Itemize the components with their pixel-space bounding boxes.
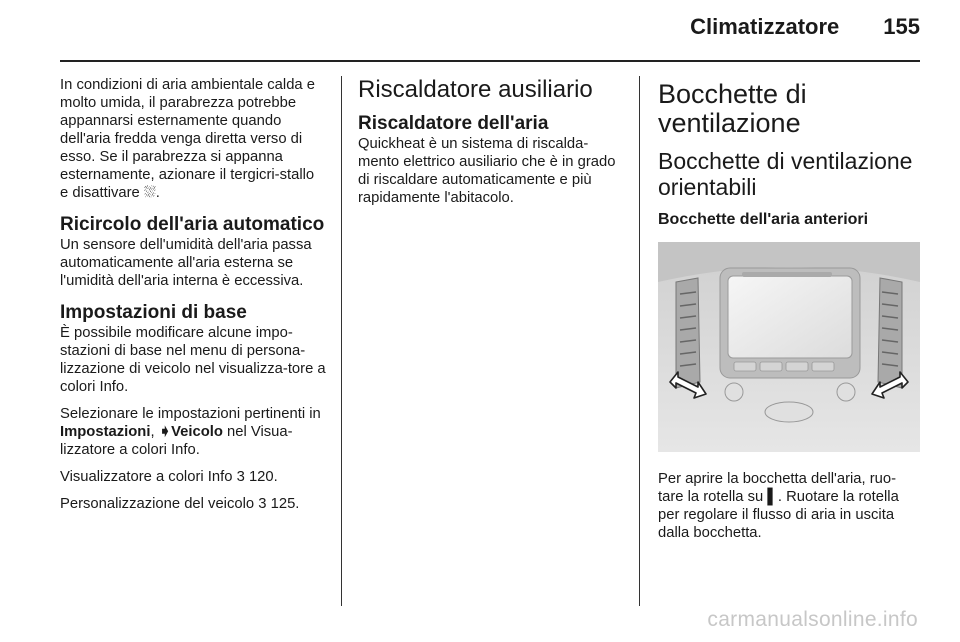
- paragraph-ricircolo: Un sensore dell'umidità dell'aria passa automaticamente all'aria esterna se l'umidità dell'aria interna è eccessiva.: [60, 237, 312, 289]
- paragraph-quickheat: Quickheat è un sistema di riscalda-mento elettrico ausiliario che è in grado di riscaldare automaticamente e più rapidamente l'abitacolo.: [358, 136, 616, 206]
- reference-line-2[interactable]: Personalizzazione del veicolo 3 125.: [60, 496, 300, 512]
- paragraph-fog: In condizioni di aria ambientale calda e molto umida, il parabrezza potrebbe appannarsi esternamente quando dell'aria fredda venga diretta verso di esso. Se il parabrezza si appanna esternamente, azionare il tergicri-stallo e disattivare ⛆.: [60, 77, 315, 201]
- page-header: [690, 14, 920, 40]
- dashboard-vents-illustration: [658, 242, 920, 452]
- heading-impostazioni: Impostazioni di base: [60, 302, 247, 323]
- column-divider-2: [639, 76, 640, 606]
- column-1: [60, 76, 326, 522]
- page-ref-arrow-icon: 3: [258, 496, 267, 512]
- paragraph-selezionare: Selezionare le impostazioni pertinenti in Impostazioni, ➧Veicolo nel Visua-lizzatore a colori Info.: [60, 406, 321, 458]
- heading-riscaldatore-ausiliario: Riscaldatore ausiliario: [358, 76, 593, 103]
- page-number: 155: [883, 14, 920, 39]
- paragraph-impostazioni: È possibile modificare alcune impo-stazioni di base nel menu di persona-lizzazione di veicolo nel visualizza-tore a colori Info.: [60, 325, 326, 395]
- column-2: [358, 76, 622, 216]
- open-position-icon: ▌: [767, 489, 778, 505]
- header-title: Climatizzatore: [690, 14, 840, 39]
- column-divider-1: [341, 76, 342, 606]
- watermark: carmanualsonline.info: [707, 608, 918, 631]
- paragraph-aprire-bocchetta: Per aprire la bocchetta dell'aria, ruo-tare la rotella su ▌. Ruotare la rotella per regolare il flusso di aria in uscita dalla bocchetta.: [658, 471, 899, 541]
- page-ref-arrow-icon: 3: [236, 469, 245, 485]
- header-rule: [60, 60, 920, 62]
- heading-bocchette-orientabili: Bocchette di ventilazione orientabili: [658, 148, 913, 200]
- windshield-wiper-icon: ⛆: [143, 185, 156, 201]
- reference-line-1[interactable]: Visualizzatore a colori Info 3 120.: [60, 469, 278, 485]
- dashboard-vents-drawing: [658, 242, 920, 452]
- heading-bocchette: Bocchette di ventilazione: [658, 79, 807, 138]
- heading-riscaldatore-aria: Riscaldatore dell'aria: [358, 113, 549, 134]
- heading-bocchette-anteriori: Bocchette dell'aria anteriori: [658, 211, 869, 228]
- column-3: [658, 76, 920, 551]
- arrow-icon: ➧: [158, 424, 172, 440]
- heading-ricircolo: Ricircolo dell'aria automatico: [60, 214, 325, 235]
